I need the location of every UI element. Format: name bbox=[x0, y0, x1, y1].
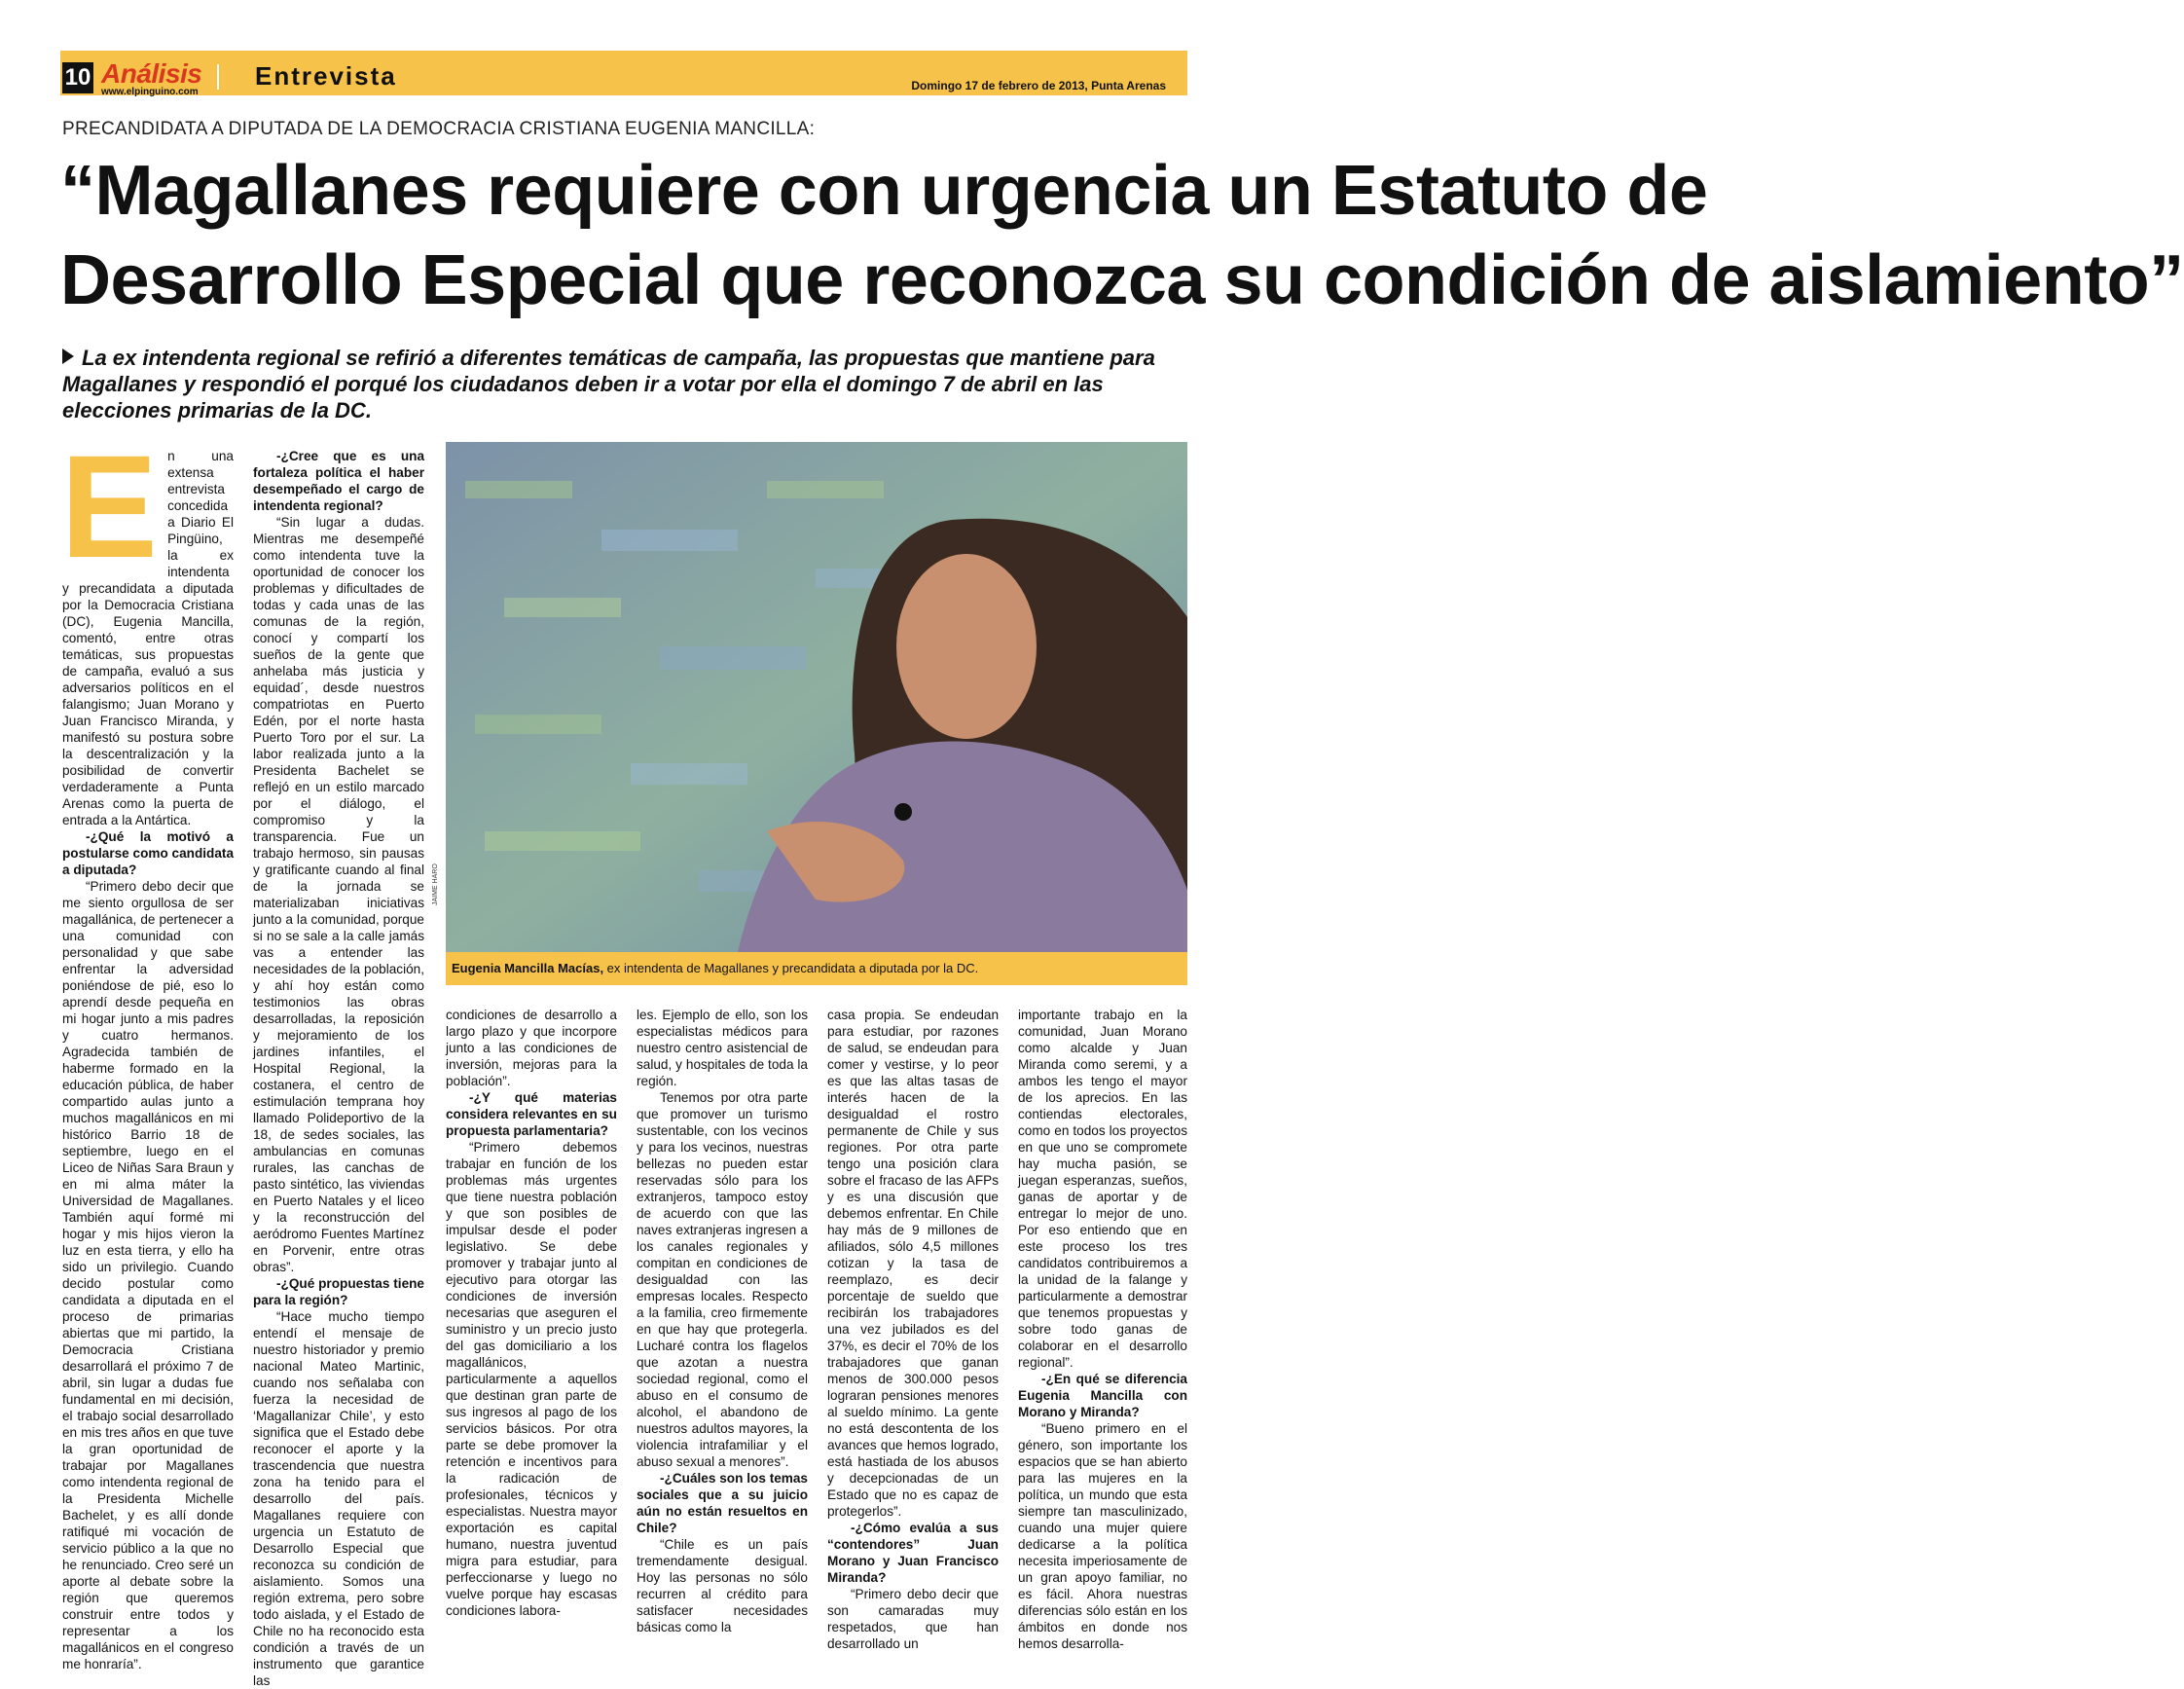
question-priorities: -¿Y qué materias considera relevantes en su propuesta parlamentaria? bbox=[446, 1090, 617, 1138]
question-strength: -¿Cree que es una fortaleza política el haber desempeñado el cargo de intendenta regional? bbox=[253, 449, 424, 513]
answer-paragraph: importante trabajo en la comunidad, Juan Morano como alcalde y Juan Miranda como seremi, y a ambos les tengo el mayor de los aprecios. En las contiendas electorales, como en todos los proyectos en que uno se compromete hay mucha pasión, se juegan esperanzas, sueños, ganas de aportar y de entregar lo mejor de uno. Por eso entiendo que en este proceso los tres candidatos contribuiremos a la unidad de la falange y particularmente a demostrar que tenemos propuestas y sobre todo ganas de colaborar en el desarrollo regional”. bbox=[1018, 1008, 1187, 1370]
kicker: PRECANDIDATA A DIPUTADA DE LA DEMOCRACIA CRISTIANA EUGENIA MANCILLA: bbox=[62, 119, 816, 139]
headline-line-2: Desarrollo Especial que reconozca su condición de aislamiento” bbox=[60, 241, 2184, 319]
photo-credit: JAIME HARO bbox=[432, 863, 439, 905]
photo-caption bbox=[446, 952, 1187, 985]
article-column-6 bbox=[1018, 1007, 1187, 1651]
intro-paragraph: n una extensa entrevista concedida a Diario El Pingüino, la ex intendenta y precandidata a diputada por la Democracia Cristiana (DC), Eugenia Mancilla, comentó, entre otras temáticas, sus propuestas de campaña, evaluó a sus adversarios políticos en el falangismo; Juan Morano y Juan Francisco Miranda, y manifestó su postura sobre la descentralización y la posibilidad de convertir verdaderamente a Punta Arenas como la puerta de entrada a la Antártica. bbox=[62, 449, 234, 827]
answer-paragraph: “Bueno primero en el género, son importante los espacios que se han abierto para las mujeres en la política, un mundo que esta siempre tan masculinizado, cuando una mujer quiere dedicarse a la política necesita imperiosamente de un gran apoyo familiar, no es fácil. Ahora nuestras diferencias sólo están en los ámbitos en donde nos hemos desarrolla- bbox=[1018, 1421, 1187, 1651]
answer-paragraph: “Hace mucho tiempo entendí el mensaje de nuestro historiador y premio nacional Mateo Martinic, cuando nos señalaba con fuerza la necesidad de ‘Magallanizar Chile’, y esto significa que el Estado debe reconocer el aporte y la trascendencia que nuestra zona ha tenido para el desarrollo del país. Magallanes requiere con urgencia un Estatuto de Desarrollo Especial que reconozca su condición de aislamiento. Somos una región extrema, pero sobre todo aislada, y el Estado de Chile no ha reconocido esta condición a través de un instrumento que garantice las bbox=[253, 1309, 424, 1688]
brand-url: www.elpinguino.com bbox=[101, 87, 199, 97]
article-column-3 bbox=[446, 1007, 617, 1616]
question-motivation: -¿Qué la motivó a postularse como candidata a diputada? bbox=[62, 829, 235, 877]
lead-text: La ex intendenta regional se refirió a diferentes temáticas de campaña, las propuestas que mantiene para Magallanes y respondió el porqué los ciudadanos deben ir a votar por ella el domingo 7 de abril en las elecciones primarias de la DC. bbox=[62, 346, 1155, 422]
answer-paragraph: casa propia. Se endeudan para estudiar, por razones de salud, se endeudan para comer y vestirse, y lo peor es que las altas tasas de interés hacen de la desigualdad el rostro permanente de Chile y sus regiones. Por otra parte tengo una posición clara sobre el fracaso de las AFPs y es una discusión que debemos enfrentar. En Chile hay más de 9 millones de afiliados, sólo 4,5 millones cotizan y la tasa de reemplazo, es decir porcentaje de sueldo que recibirán los trabajadores una vez jubilados es del 37%, es decir el 70% de los trabajadores que ganan menos de 300.000 pesos lograran pensiones menores al sueldo mínimo. La gente no está descontenta de los avances que hemos logrado, está hastiada de los abusos y decepcionadas de un Estado que no es capaz de protegerlos”. bbox=[827, 1008, 999, 1519]
article-column-2 bbox=[253, 448, 424, 1688]
question-proposals: -¿Qué propuestas tiene para la región? bbox=[253, 1276, 424, 1307]
article-column-4 bbox=[637, 1007, 808, 1634]
answer-paragraph: “Chile es un país tremendamente desigual. Hoy las personas no sólo recurren al crédito para satisfacer necesidades básicas como la bbox=[637, 1537, 808, 1634]
caption-text: ex intendenta de Magallanes y precandidata a diputada por la DC. bbox=[603, 961, 979, 975]
section-title: Entrevista bbox=[255, 61, 397, 91]
dateline: Domingo 17 de febrero de 2013, Punta Arenas bbox=[911, 79, 1166, 92]
question-social-issues: -¿Cuáles son los temas sociales que a su juicio aún no están resueltos en Chile? bbox=[637, 1471, 808, 1535]
portrait-photo bbox=[446, 442, 1187, 952]
answer-paragraph: Tenemos por otra parte que promover un turismo sustentable, con los vecinos y para los vecinos, nuestras bellezas no pueden estar reservadas sólo para los extranjeros, tampoco estoy de acuerdo con que las naves extranjeras ingresen a los canales regionales y compitan en condiciones de desigualdad con las empresas locales. Respecto a la familia, creo firmemente en que hay que protegerla. Lucharé contra los flagelos que azotan a nuestra sociedad regional, como el abuso en el consumo de alcohol, el abandono de nuestros adultos mayores, la violencia intrafamiliar y el abuso sexual a menores”. bbox=[637, 1090, 808, 1469]
headline-line-1: “Magallanes requiere con urgencia un Estatuto de bbox=[60, 152, 1708, 230]
article-column-1 bbox=[60, 424, 235, 1671]
answer-paragraph: “Sin lugar a dudas. Mientras me desempeñé como intendenta tuve la oportunidad de conocer los problemas y dificultades de todas y cada unas de las comunas de la región, conocí y compartí los sueños de la gente que anhelaba más justicia y equidad´, desde nuestros compatriotas en Puerto Edén, por el norte hasta Puerto Toro por el sur. La labor realizada junto a la Presidenta Bachelet se reflejó en un estilo marcado por el diálogo, el compromiso y la transparencia. Fue un trabajo hermoso, sin pausas y gratificante cuando al final de la jornada se materializaban iniciativas junto a la comunidad, porque si no se sale a la calle jamás vas a entender las necesidades de la población, y ahí hoy están como testimonios las obras desarrolladas, la reposición y mejoramiento de los jardines infantiles, el Hospital Regional, la costanera, el centro de estimulación temprana hoy llamado Polideportivo de la 18, de sedes sociales, las ambulancias en comunas rurales, las canchas de pasto sintético, las viviendas en Puerto Natales y el liceo y la reconstrucción del aeródromo Fuentes Martínez en Porvenir, entre otras obras”. bbox=[253, 515, 424, 1274]
question-contenders: -¿Cómo evalúa a sus “contendores” Juan Morano y Juan Francisco Miranda? bbox=[827, 1521, 999, 1585]
question-differences: -¿En qué se diferencia Eugenia Mancilla con Morano y Miranda? bbox=[1018, 1372, 1187, 1419]
article-photo bbox=[446, 442, 1187, 952]
brand-logo: Análisis bbox=[101, 58, 202, 89]
drop-cap: E bbox=[60, 424, 159, 588]
caption-name: Eugenia Mancilla Macías, bbox=[452, 961, 604, 975]
headline bbox=[60, 146, 2184, 325]
answer-paragraph: les. Ejemplo de ello, son los especialistas médicos para nuestro centro asistencial de salud, y hospitales de toda la región. bbox=[637, 1008, 808, 1088]
answer-paragraph: “Primero debemos trabajar en función de los problemas más urgentes que tiene nuestra población y que son posibles de impulsar desde el poder legislativo. Se debe promover y trabajar junto al ejecutivo para otorgar las condiciones de inversión necesarias que aseguren el suministro y un precio justo del gas domiciliario a los magallánicos, particularmente a aquellos que destinan gran parte de sus ingresos al pago de los servicios básicos. Por otra parte se debe promover la retención e incentivos para la radicación de profesionales, técnicos y especialistas. Nuestra mayor exportación es capital humano, nuestra juventud migra para estudiar, para perfeccionarse y luego no vuelve porque hay escasas condiciones labora- bbox=[446, 1140, 617, 1618]
page-number: 10 bbox=[62, 62, 93, 93]
triangle-arrow-icon bbox=[62, 349, 74, 364]
lead-paragraph bbox=[62, 345, 1191, 423]
answer-paragraph: “Primero debo decir que son camaradas muy respetados, que han desarrollado un bbox=[827, 1587, 999, 1651]
answer-paragraph: condiciones de desarrollo a largo plazo y que incorpore junto a las condiciones de inversión, mejoras para la población”. bbox=[446, 1008, 617, 1088]
article-column-5 bbox=[827, 1007, 999, 1651]
masthead-divider bbox=[217, 64, 219, 90]
answer-paragraph: “Primero debo decir que me siento orgullosa de ser magallánica, de pertenecer a una comunidad con personalidad y que sabe enfrentar la adversidad poniéndose de pié, eso lo aprendí desde pequeña en mi hogar junto a mis padres y cuatro hermanos. Agradecida también de haberme formado en la educación pública, de haber compartido aulas junto a muchos magallánicos en mi histórico Barrio 18 de septiembre, luego en el Liceo de Niñas Sara Braun y en mi alma máter la Universidad de Magallanes. También aquí formé mi hogar y mis hijos vieron la luz en esta tierra, y ello ha sido un privilegio. Cuando decido postular como candidata a diputada en el proceso de primarias abiertas que mi partido, la Democracia Cristiana desarrollará el próximo 7 de abril, sin lugar a dudas fue fundamental en mi decisión, el trabajo social desarrollado en mis tres años en que tuve la gran oportunidad de trabajar por Magallanes como intendenta regional de la Presidenta Michelle Bachelet, y es allí donde ratifiqué mi vocación de servicio público a la que no he renunciado. Creo seré un aporte al debate sobre la región que queremos construir entre todos y representar a los magallánicos en el congreso me honraría”. bbox=[62, 879, 234, 1671]
